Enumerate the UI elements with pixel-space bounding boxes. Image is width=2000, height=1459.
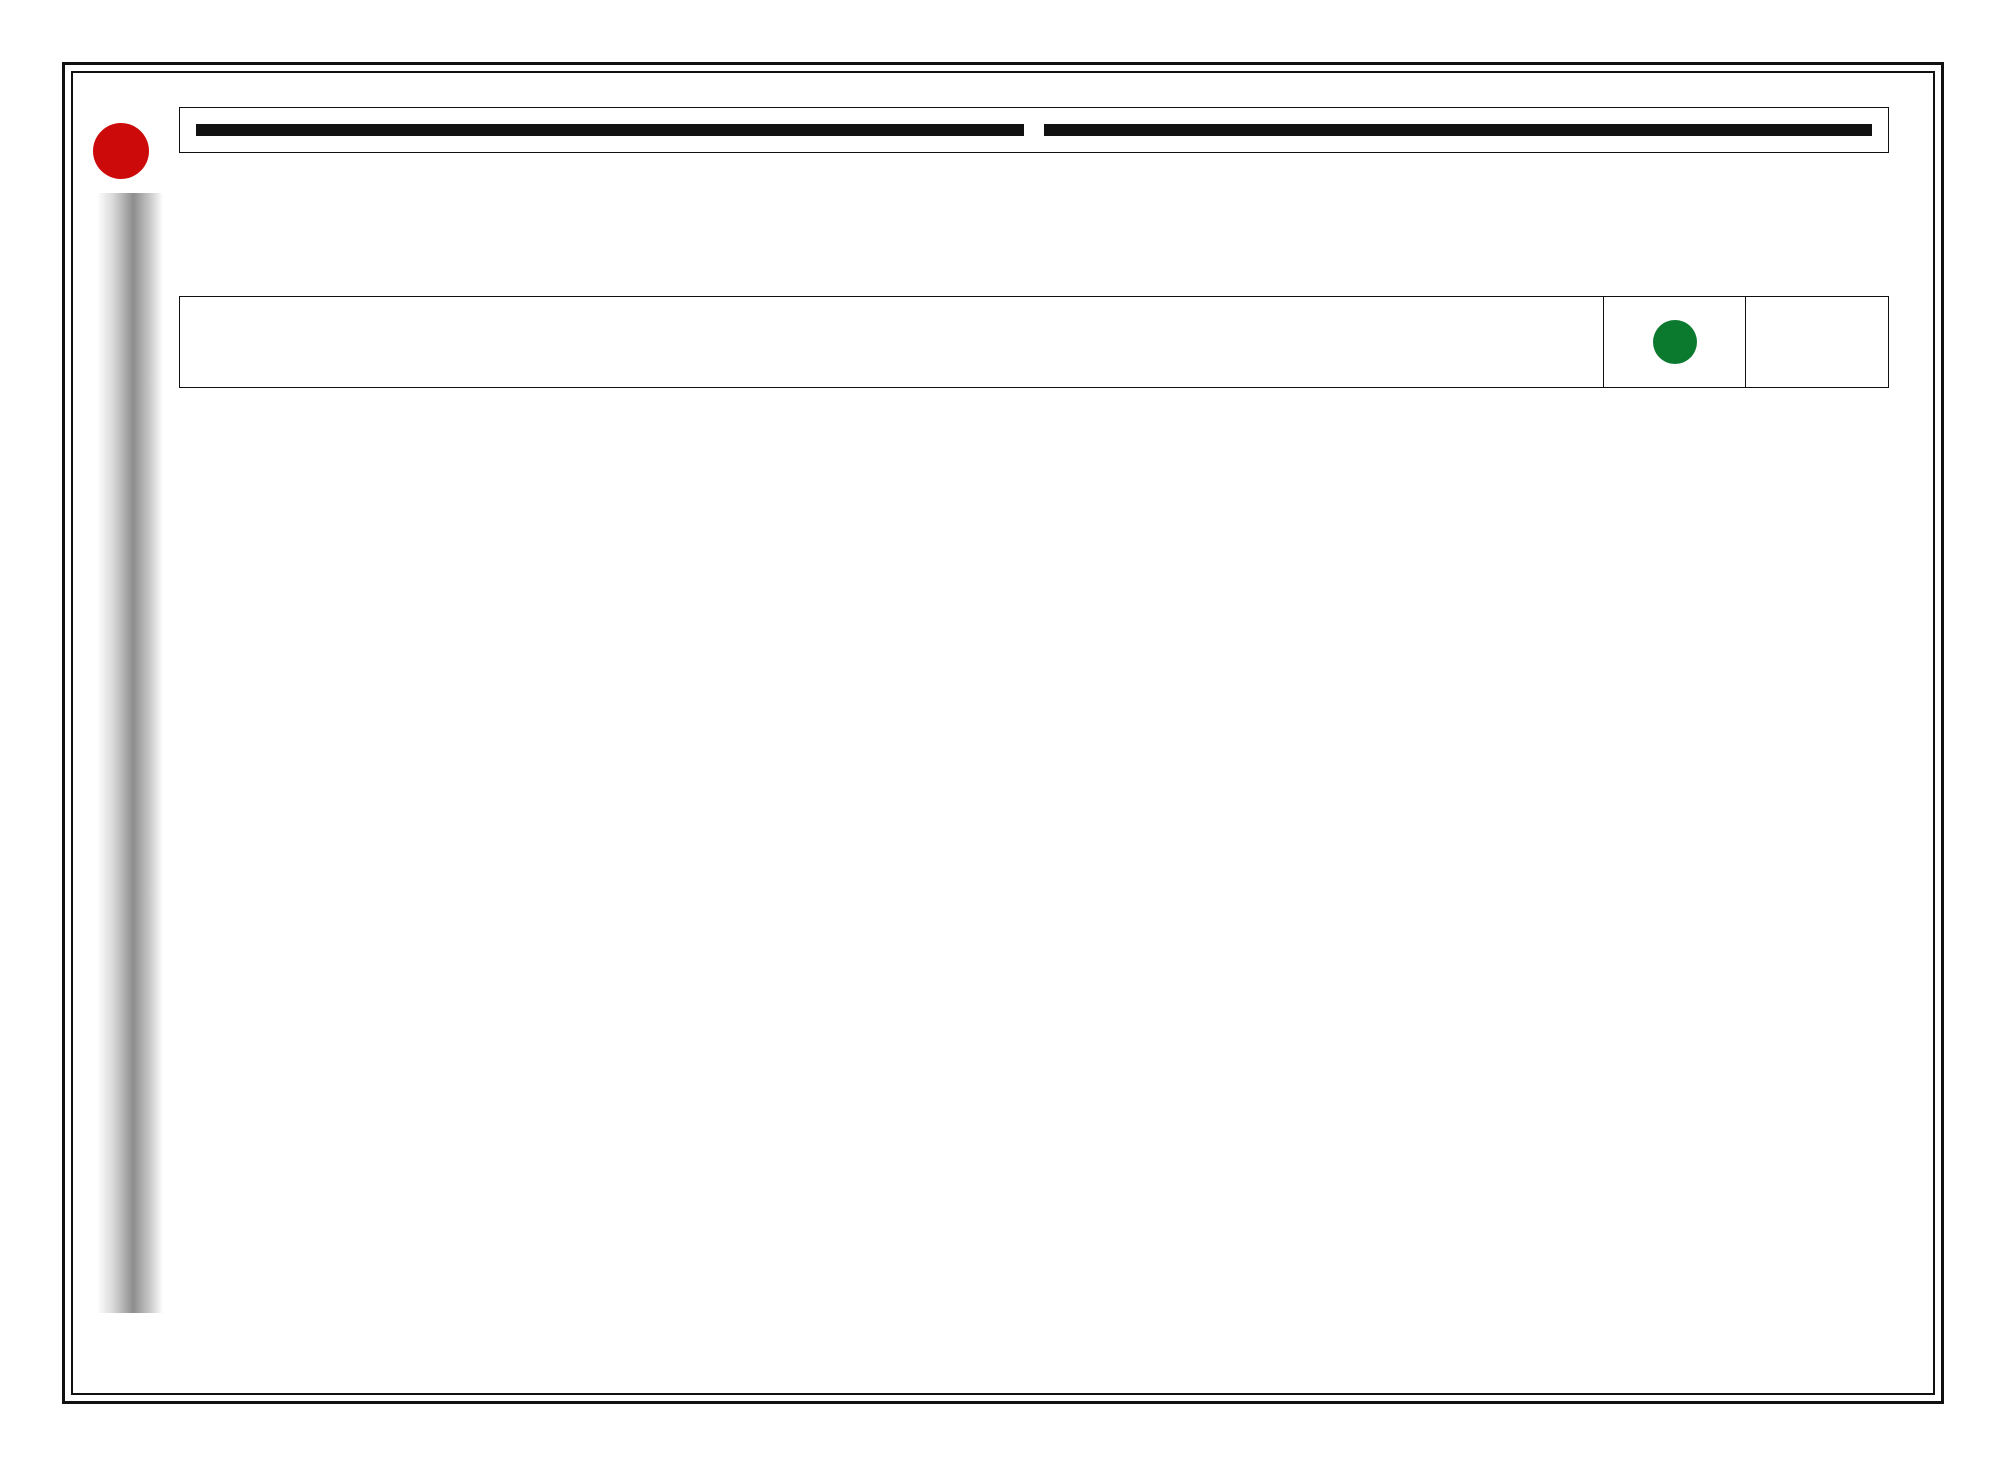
extra-ball: [1653, 320, 1697, 364]
ordinal-row: [180, 187, 1889, 225]
rev-ordinal-row: [180, 388, 1889, 420]
number-row: [180, 452, 1889, 484]
stem-row-2: [180, 548, 1889, 580]
title-bar-left: [196, 124, 1024, 136]
dog-year-cell: [1746, 297, 1889, 388]
element-row: [180, 420, 1889, 452]
stem-row-1: [180, 516, 1889, 548]
title-row: [180, 108, 1889, 153]
branch-row: [180, 261, 1889, 297]
chart-inner-border: [71, 71, 1935, 1395]
page-badge: [93, 123, 149, 179]
title-bar-right: [1044, 124, 1872, 136]
chart-outer-border: [62, 62, 1944, 1404]
extra-ball-cell: [1604, 297, 1746, 388]
hours2-row: [180, 484, 1889, 516]
watermark-row-top: [73, 75, 1933, 101]
company-stamp-text: [109, 1169, 153, 1349]
watermark-side-column: [1895, 107, 1925, 1377]
watermark-row-bottom: [73, 1365, 1933, 1391]
left-column: [83, 107, 175, 1359]
main-table-area: [179, 107, 1889, 1359]
hours-row: [180, 153, 1889, 187]
gradient-bar: [97, 193, 163, 1313]
chart-grid: [179, 107, 1889, 580]
year-row: [180, 297, 1889, 388]
zodiac-row: [180, 225, 1889, 261]
